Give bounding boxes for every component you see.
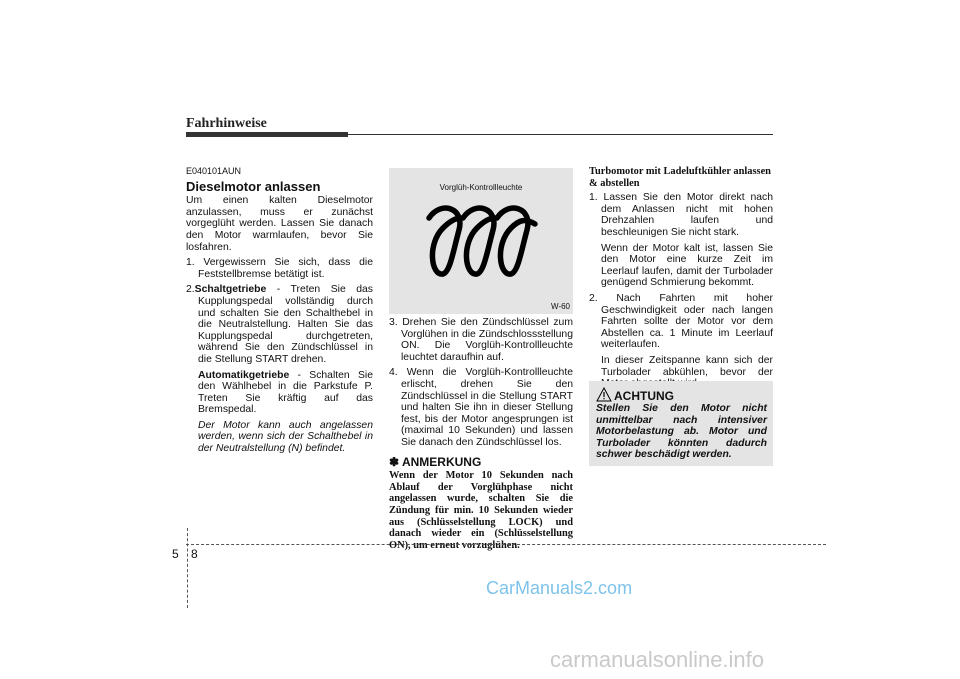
section-heading: Dieselmotor anlassen — [186, 178, 321, 194]
figure-code: W-60 — [551, 302, 570, 311]
note-body: Wenn der Motor 10 Sekunden nach Ablauf der Vorglühphase nicht angelassen wurde, schalten Sie die Zündung für min. 10 Sekunden wieder aus (Schlüsselstellung LOCK) und danach wieder ein (Schlüsselstellung ON), um erneut vorzuglühen. — [389, 470, 573, 551]
column-1 — [186, 166, 373, 459]
footer-divider — [186, 544, 826, 545]
step-2-number: 2. — [186, 284, 195, 296]
warning-heading: ACHTUNG — [614, 389, 674, 403]
footer-vertical-divider — [187, 528, 188, 608]
step-3: 3. Drehen Sie den Zündschlüssel zum Vorglühen in die Zündschlossstellung ON. Die Vorglüh-Kontrollleuchte leuchtet daraufhin auf. — [389, 317, 573, 363]
note-heading: ✽ ANMERKUNG — [389, 454, 482, 469]
manual-transmission-label: Schaltgetriebe — [194, 284, 267, 296]
turbo-step-1: 1. Lassen Sie den Motor direkt nach dem Anlassen nicht mit hohen Drehzahlen laufen und beschleunigen Sie nicht stark. — [589, 192, 773, 238]
turbo-step-2-detail: In dieser Zeitspanne kann sich der Turbolader abkühlen, bevor der — [601, 354, 773, 378]
warning-box — [589, 381, 773, 466]
turbo-heading: Turbomotor mit Ladeluftkühler anlassen & abstellen — [589, 166, 771, 189]
figure-label: Vorglüh-Kontrollleuchte — [439, 183, 523, 192]
page-section-number: 5 — [172, 547, 179, 561]
section-title: Fahrhinweise — [186, 116, 267, 131]
turbo-step-2: 2. Nach Fahrten mit hoher Geschwindigkeit oder nach langen Fahrten sollte der Motor vor dem Abstellen ca. 1 Minute im Leerlauf weiterlaufen. — [589, 292, 773, 351]
italic-note: Der Motor kann auch angelassen werden, wenn sich der Schalthebel in der Neutralstellung (N) befindet. — [198, 419, 373, 455]
header-rule-accent — [186, 132, 348, 137]
intro-paragraph: Um einen kalten Dieselmotor anzulassen, muss er zunächst vorgeglüht werden. Lassen Sie danach den Motor warmlaufen, bevor Sie losfahren. — [186, 195, 373, 253]
glow-indicator-figure — [389, 168, 573, 314]
watermark-brand: CarManuals2.com — [486, 578, 633, 598]
automatic-text: - Schalten Sie den Wählhebel in die Parkstufe P. Treten Sie kräftig auf das Bremspedal. — [198, 369, 373, 416]
step-2 — [186, 284, 373, 365]
step-2-text: - Treten Sie das Kupplungspedal vollständig durch und schalten Sie den Schalthebel in die Neutralstellung. Halten Sie das Kupplungspedal durchgetreten, während Sie den Zündschlüssel in die Stellung START drehen. — [198, 284, 373, 365]
warning-triangle-icon — [596, 387, 612, 402]
glow-plug-indicator-icon — [423, 204, 543, 280]
turbo-step-1-detail: Wenn der Motor kalt ist, lassen Sie den Motor eine kurze Zeit im Leerlauf laufen, damit der Turbolader genügend Schmierung bekommt. — [601, 242, 773, 289]
page-number: 8 — [191, 547, 198, 561]
section-code: E040101AUN — [186, 166, 242, 176]
automatic-transmission-label: Automatikgetriebe — [198, 369, 290, 381]
step-4: 4. Wenn die Vorglüh-Kontrollleuchte erlischt, drehen Sie den Zündschlüssel in die Stellung START und halten Sie ihn in dieser Stellung fest, bis der Motor angesprungen ist (maximal 10 Sekunden) und lassen Sie danach den Zündschlüssel los. — [389, 367, 573, 448]
step-1: 1. Vergewissern Sie sich, dass die Feststellbremse betätigt ist. — [186, 257, 373, 280]
automatic-paragraph — [186, 370, 373, 416]
warning-body: Stellen Sie den Motor nicht unmittelbar nach intensiver Motorbelastung ab. Motor und Turbolader könnten dadurch schwer beschädigt werden. — [596, 403, 767, 461]
column-3 — [589, 166, 773, 394]
watermark-site: carmanualsonline.info — [550, 647, 765, 672]
column-2 — [389, 317, 573, 551]
